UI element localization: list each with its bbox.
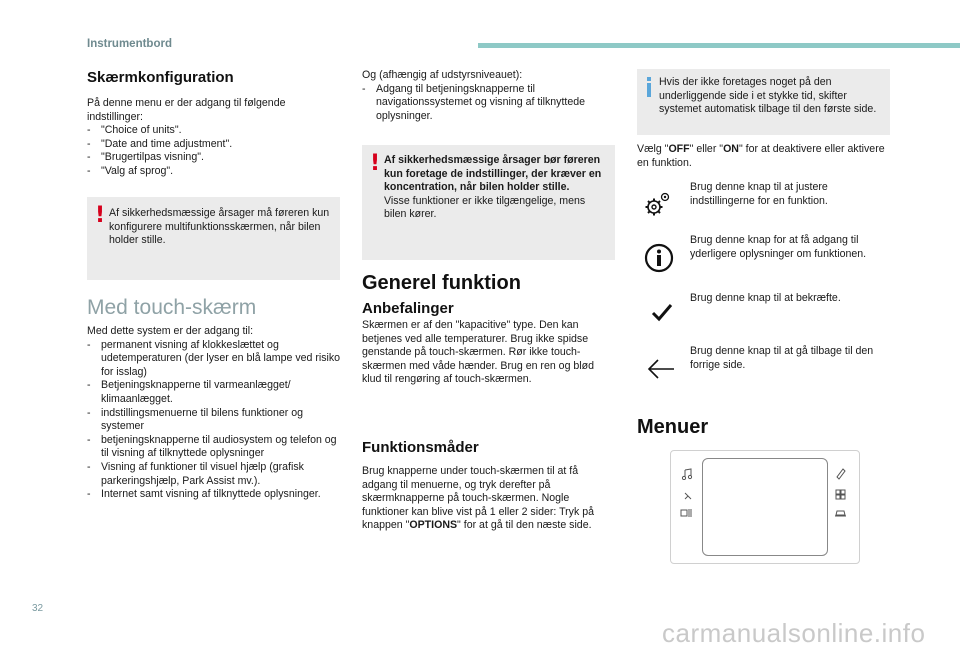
- touchscreen-display: [702, 458, 828, 556]
- section-label: Instrumentbord: [87, 38, 172, 50]
- on-off-instruction: Vælg "OFF" eller "ON" for at deaktivere eller aktivere en funktion.: [637, 143, 885, 169]
- touch-screen-intro: Med dette system er der adgang til:: [87, 325, 254, 337]
- info-icon: [644, 243, 674, 273]
- recommendations-heading: Anbefalinger: [362, 300, 454, 317]
- info-note-box: [637, 69, 890, 135]
- list-item: - Betjeningsknapperne til varmeanlægget/ klimaanlægget.: [87, 379, 291, 405]
- watermark: carmanualsonline.info: [662, 618, 926, 648]
- list-item: - "Choice of units".: [87, 124, 182, 137]
- car-icon: [834, 505, 847, 523]
- info-icon-description: Brug denne knap for at få adgang til yderligere oplysninger om funktionen.: [690, 234, 867, 260]
- climate-icon: [680, 505, 694, 523]
- list-item: - Adgang til betjeningsknapperne til navigationssystemet og visning af tilknyttede oplysninger.: [362, 82, 586, 122]
- checkmark-icon: [651, 302, 673, 322]
- function-modes-text: Brug knapperne under touch-skærmen til at få adgang til menuerne, og tryk derefter på skærmknapperne på touch-skærmen. Nogle funktioner kan blive vist på 1 eller 2 sider: Tryk på knappen "OPTIONS" for at gå til den næste side.: [362, 465, 594, 532]
- info-note-text: Hvis der ikke foretages noget på den underliggende side i et stykke tid, skifter systemet automatisk tilbage til den første side.: [659, 76, 877, 116]
- safety-warning-text: Af sikkerhedsmæssige årsager må føreren kun konfigurere multifunktionsskærmen, når bilen holder stille.: [109, 207, 330, 247]
- list-item: - indstillingsmenuerne til bilens funktioner og systemer: [87, 406, 303, 433]
- checkmark-icon-description: Brug denne knap til at bekræfte.: [690, 292, 841, 304]
- recommendations-text: Skærmen er af den "kapacitive" type. Den kan betjenes ved alle temperaturer. Brug ikke spidse genstande på touch-skærmen. Rør ikke touch-skærmen med våde hænder. Brug en ren og blød klud til rengøring af touch-skærmen.: [362, 319, 595, 386]
- touch-screen-list: [87, 339, 342, 502]
- warning-exclamation-icon: !: [95, 203, 106, 228]
- list-item: - Internet samt visning af tilknyttede oplysninger.: [87, 488, 321, 501]
- safety-warning-box: [87, 197, 340, 280]
- info-marker-icon: [647, 77, 651, 95]
- general-function-title: Generel funktion: [362, 272, 521, 294]
- list-item: - permanent visning af klokkeslættet og udetemperaturen (der lyser en blå lampe ved risiko for isslag): [87, 338, 341, 378]
- screen-config-body: [87, 97, 342, 179]
- navigation-icon: [683, 488, 693, 506]
- screen-config-heading: Skærmkonfiguration: [87, 69, 234, 86]
- equipment-intro: Og (afhængig af udstyrsniveauet):: [362, 69, 523, 81]
- list-item: - Visning af funktioner til visuel hjælp (grafisk parkeringshjælp, Park Assist mv.).: [87, 460, 304, 487]
- settings-icon-description: Brug denne knap til at justere indstillingerne for en funktion.: [690, 181, 828, 207]
- header-accent-bar: [478, 43, 960, 48]
- list-item: - "Valg af sprog".: [87, 164, 174, 177]
- equipment-body: [362, 69, 602, 123]
- warning-exclamation-icon: !: [370, 151, 381, 176]
- back-arrow-description: Brug denne knap til at gå tilbage til den forrige side.: [690, 345, 874, 371]
- touch-screen-title: Med touch-skærm: [87, 296, 257, 319]
- function-modes-heading: Funktionsmåder: [362, 439, 479, 456]
- list-item: - betjeningsknapperne til audiosystem og telefon og til visning af tilknyttede oplysninger: [87, 433, 337, 460]
- screen-config-list: [87, 124, 342, 178]
- phone-icon: [836, 467, 846, 485]
- screen-config-intro: På denne menu er der adgang til følgende indstillinger:: [87, 97, 286, 123]
- settings-warning-box: [362, 145, 615, 260]
- list-item: - "Brugertilpas visning".: [87, 151, 204, 164]
- page-number: 32: [32, 603, 44, 614]
- list-item: - "Date and time adjustment".: [87, 137, 233, 150]
- touch-screen-body: [87, 325, 342, 502]
- apps-grid-icon: [835, 487, 846, 505]
- settings-gears-icon: [643, 190, 673, 218]
- settings-warning-text: Af sikkerhedsmæssige årsager bør føreren kun foretage de indstillinger, der kræver en koncentration, når bilen holder stille. Visse funktioner er ikke tilgængelige, mens bilen kører.: [384, 154, 602, 221]
- menus-title: Menuer: [637, 416, 709, 438]
- music-note-icon: [681, 467, 693, 485]
- back-arrow-icon: [646, 357, 676, 381]
- equipment-list: [362, 83, 602, 124]
